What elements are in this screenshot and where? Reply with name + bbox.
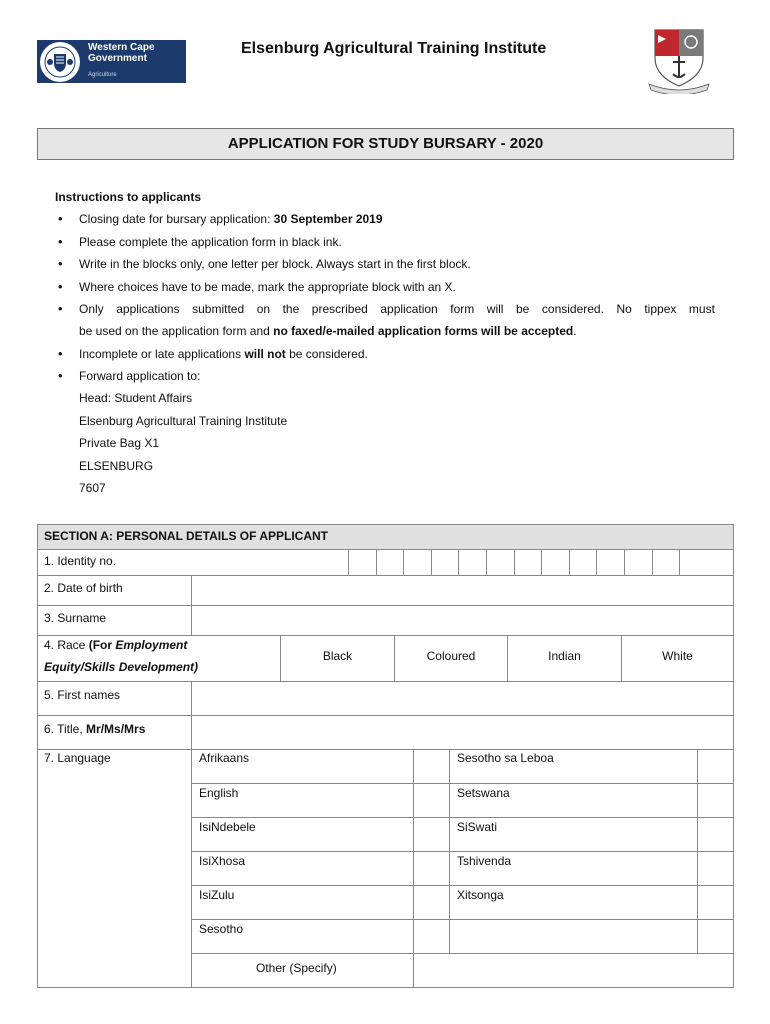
instruction-late-applications: Incomplete or late applications will not be considered. [79, 347, 368, 361]
row-divider [38, 749, 733, 750]
language-setswana: Setswana [457, 786, 510, 800]
language-other-label: Other (Specify) [256, 961, 337, 975]
section-a-heading: SECTION A: PERSONAL DETAILS OF APPLICANT [38, 525, 733, 549]
row-divider [38, 635, 733, 636]
language-isixhosa: IsiXhosa [199, 854, 246, 868]
identity-digit-block[interactable] [348, 549, 376, 575]
instruction-prescribed-form-cont: be used on the application form and no faxed/e-mailed application forms will be accepted. [79, 324, 577, 338]
language-isizulu: IsiZulu [199, 888, 235, 902]
identity-digit-block[interactable] [403, 549, 431, 575]
logo-line-1: Western Cape [88, 42, 155, 53]
language-label: 7. Language [44, 751, 111, 765]
bullet: • [58, 301, 63, 316]
language-checkbox-isizulu[interactable] [414, 886, 449, 919]
elsenburg-crest-icon [645, 26, 713, 94]
language-other-field[interactable] [414, 954, 733, 987]
surname-field[interactable] [192, 606, 733, 635]
row-divider [191, 851, 733, 852]
race-option-coloured[interactable]: Coloured [426, 649, 476, 663]
bullet: • [58, 346, 63, 361]
language-checkbox-xitsonga[interactable] [698, 886, 733, 919]
language-checkbox-setswana[interactable] [698, 784, 733, 817]
language-checkbox-isindebele[interactable] [414, 818, 449, 851]
instructions-heading: Instructions to applicants [55, 190, 202, 204]
language-checkbox-isixhosa[interactable] [414, 852, 449, 885]
race-option-black[interactable]: Black [322, 649, 353, 663]
logo-line-2: Government [88, 53, 147, 64]
language-checkbox-siswati[interactable] [698, 818, 733, 851]
identity-digit-block[interactable] [486, 549, 514, 575]
row-divider [191, 783, 733, 784]
address-line: ELSENBURG [79, 459, 154, 473]
row-divider [191, 919, 733, 920]
row-divider [191, 817, 733, 818]
address-line: Head: Student Affairs [79, 391, 193, 405]
form-title-banner: APPLICATION FOR STUDY BURSARY - 2020 [37, 128, 734, 160]
instruction-prescribed-form: Only applications submitted on the prescribed application form will be considered. No tippex must [79, 302, 715, 316]
address-line: 7607 [79, 481, 106, 495]
language-checkbox-sesotho-sa-leboa[interactable] [698, 750, 733, 783]
language-checkbox-tshivenda[interactable] [698, 852, 733, 885]
language-sesotho: Sesotho [199, 922, 244, 936]
instruction-write-in-blocks: Write in the blocks only, one letter per block. Always start in the first block. [79, 257, 471, 271]
surname-label: 3. Surname [44, 611, 107, 625]
language-isindebele: IsiNdebele [199, 820, 256, 834]
identity-digit-block[interactable] [569, 549, 597, 575]
title-label: 6. Title, Mr/Ms/Mrs [44, 722, 146, 736]
language-english: English [199, 786, 239, 800]
coat-of-arms-icon [40, 42, 80, 82]
race-label: 4. Race (For Employment [44, 638, 188, 652]
western-cape-government-logo [37, 40, 186, 83]
bullet: • [58, 256, 63, 271]
logo-line-3: Agriculture [88, 72, 117, 78]
instruction-mark-with-x: Where choices have to be made, mark the appropriate block with an X. [79, 280, 456, 294]
title-field[interactable] [192, 716, 733, 749]
col-divider [191, 749, 192, 987]
bullet: • [58, 234, 63, 249]
instruction-forward-to: Forward application to: [79, 369, 201, 383]
identity-digit-block[interactable] [514, 549, 542, 575]
instruction-closing-date: Closing date for bursary application: 30 September 2019 [79, 212, 383, 226]
identity-no-label: 1. Identity no. [44, 554, 117, 568]
date-of-birth-field[interactable] [192, 576, 733, 605]
race-label-cont: Equity/Skills Development) [44, 660, 199, 674]
language-checkbox-afrikaans[interactable] [414, 750, 449, 783]
section-a-table [37, 524, 734, 988]
identity-digit-block[interactable] [431, 549, 459, 575]
language-siswati: SiSwati [457, 820, 498, 834]
identity-digit-block[interactable] [596, 549, 624, 575]
bullet: • [58, 279, 63, 294]
identity-digit-block[interactable] [541, 549, 569, 575]
race-option-indian[interactable]: Indian [548, 649, 581, 663]
address-line: Elsenburg Agricultural Training Institute [79, 414, 288, 428]
language-sesotho-sa-leboa: Sesotho sa Leboa [457, 751, 554, 765]
language-checkbox-english[interactable] [414, 784, 449, 817]
identity-digit-block[interactable] [376, 549, 404, 575]
instruction-black-ink: Please complete the application form in black ink. [79, 235, 342, 249]
language-checkbox-sesotho[interactable] [414, 920, 449, 953]
institute-title: Elsenburg Agricultural Training Institute [241, 40, 547, 57]
first-names-label: 5. First names [44, 688, 121, 702]
date-of-birth-label: 2. Date of birth [44, 581, 123, 595]
language-afrikaans: Afrikaans [199, 751, 250, 765]
address-line: Private Bag X1 [79, 436, 160, 450]
language-xitsonga: Xitsonga [457, 888, 504, 902]
language-tshivenda: Tshivenda [457, 854, 512, 868]
bullet: • [58, 211, 63, 226]
identity-digit-block[interactable] [652, 549, 680, 575]
race-option-white[interactable]: White [662, 649, 693, 663]
row-divider [191, 885, 733, 886]
identity-digit-block[interactable] [458, 549, 486, 575]
first-names-field[interactable] [192, 682, 733, 715]
identity-digit-block[interactable] [679, 549, 707, 575]
identity-digit-block[interactable] [624, 549, 652, 575]
bullet: • [58, 368, 63, 383]
